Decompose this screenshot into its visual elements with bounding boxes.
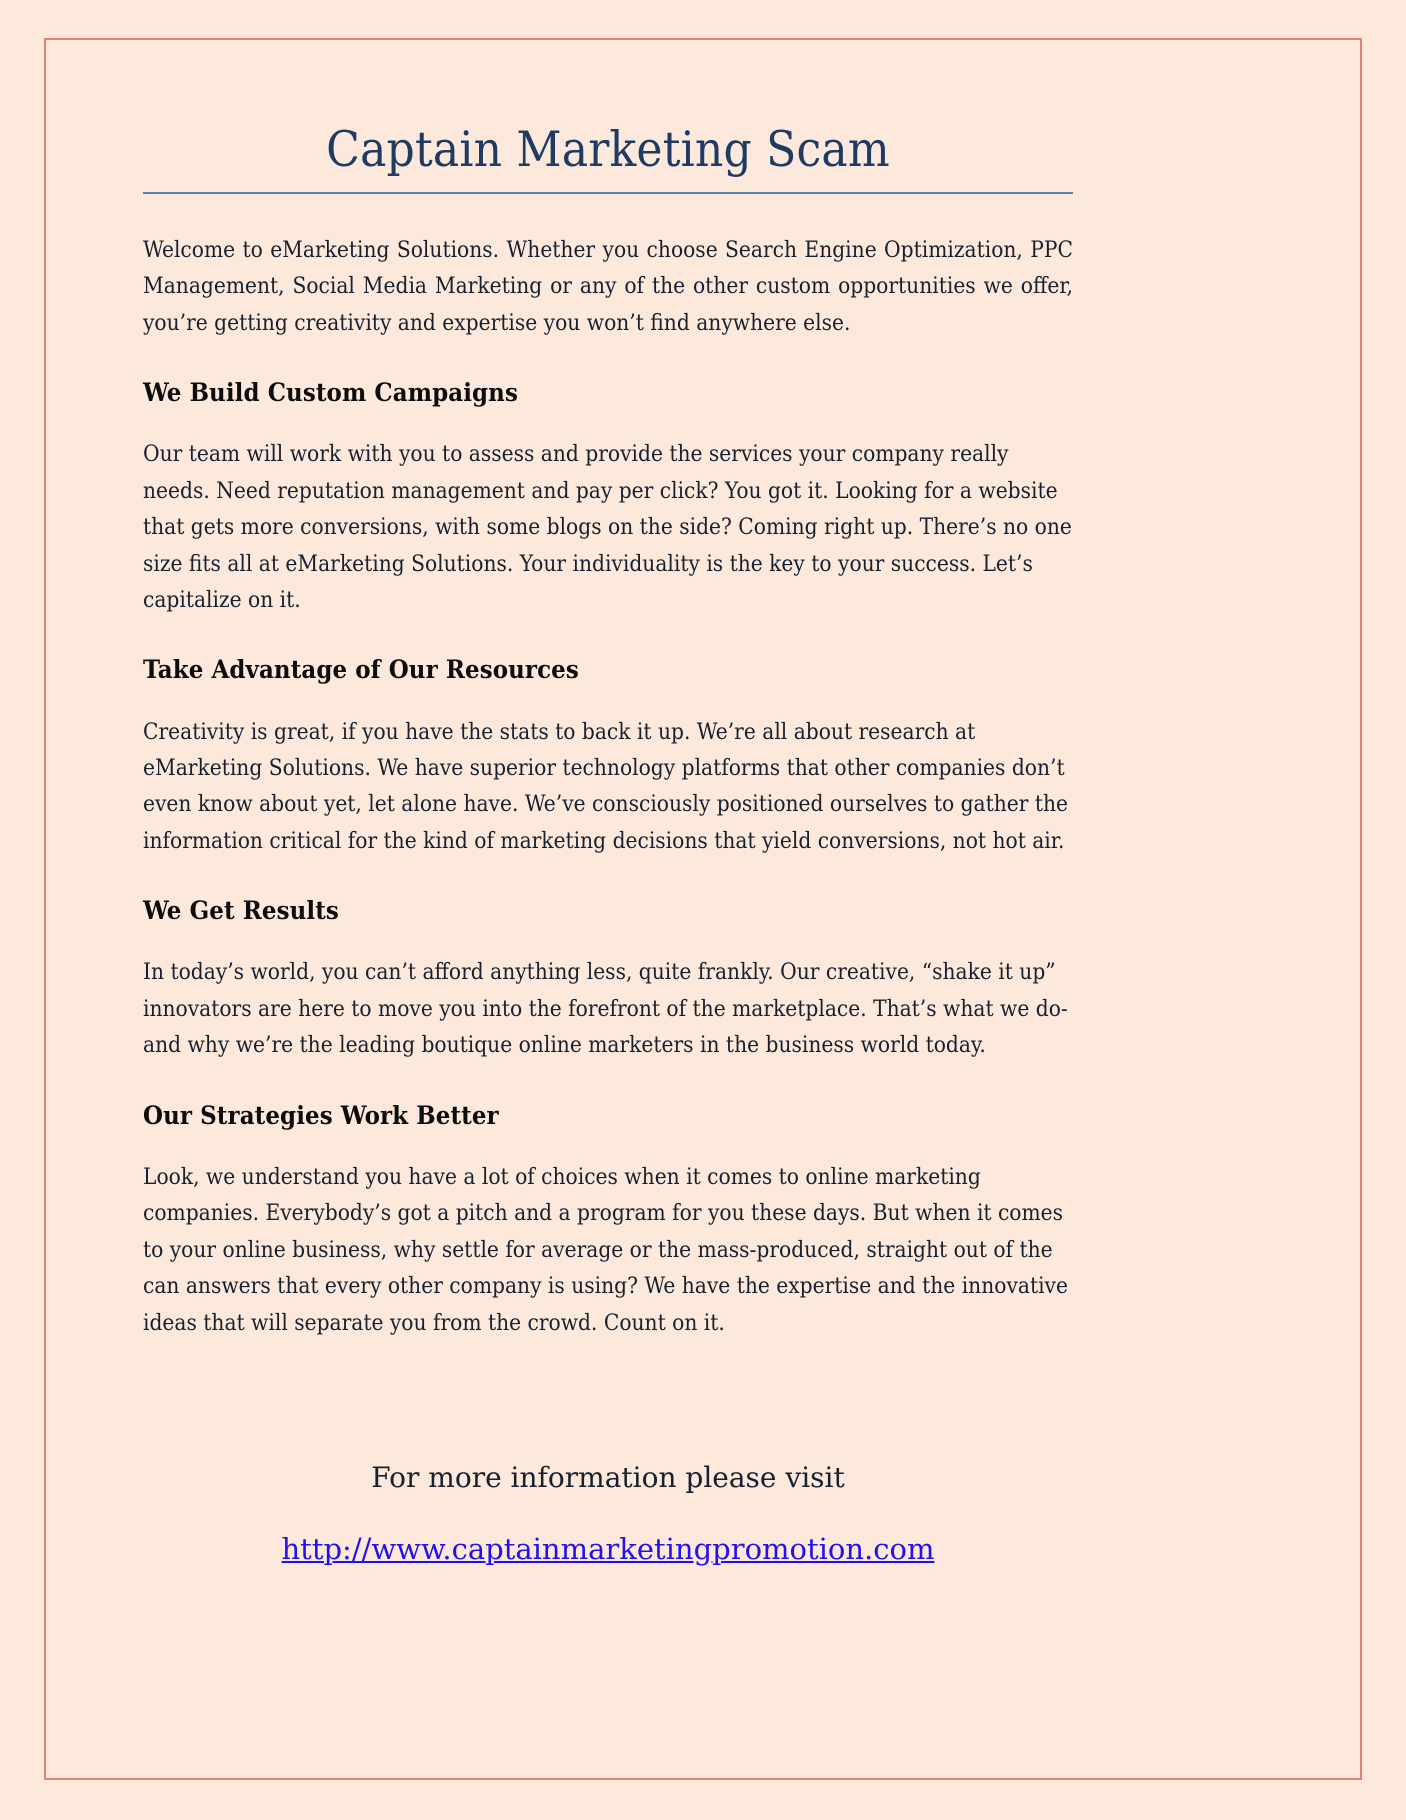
page-title: Captain Marketing Scam xyxy=(326,121,890,178)
section-heading-we-build-custom-campaigns: We Build Custom Campaigns xyxy=(143,378,518,409)
section-body-our-strategies-work-better: Look, we understand you have a lot of choices when it comes to online marketing companies. Everybody’s got a pitch and a program for you these days. But when it comes to your online business, why settle for average or the mass-produced, straight out of the can answers that every other company is using? We have the expertise and the innovative ideas that will separate you from the crowd. Count on it. xyxy=(143,1163,1068,1336)
intro-paragraph: Welcome to eMarketing Solutions. Whether you choose Search Engine Optimization, PPC Management, Social Media Marketing or any of the other custom opportunities we offer, you’re getting creativity and expertise you won’t find anywhere else. xyxy=(143,236,1073,336)
section-body-take-advantage-of-our-resources: Creativity is great, if you have the stats to back it up. We’re all about research at eMarketing Solutions. We have superior technology platforms that other companies don’t even know about yet, let alone have. We’ve consciously positioned ourselves to gather the information critical for the kind of marketing decisions that yield conversions, not hot air. xyxy=(143,718,1069,854)
footer-website-link[interactable]: http://www.captainmarketingpromotion.com xyxy=(281,1531,935,1566)
document-content xyxy=(143,120,1073,1569)
section-heading-take-advantage-of-our-resources: Take Advantage of Our Resources xyxy=(143,655,579,686)
section-body-we-get-results: In today’s world, you can’t afford anything less, quite frankly. Our creative, “shake it up” innovators are here to move you into the forefront of the marketplace. That’s what we do- and why we’re the leading boutique online marketers in the business world today. xyxy=(143,959,1068,1059)
section-heading-our-strategies-work-better: Our Strategies Work Better xyxy=(143,1100,499,1131)
section-body-we-build-custom-campaigns: Our team will work with you to assess and provide the services your company really needs. Need reputation management and pay per click? You got it. Looking for a website that gets more conversions, with some blogs on the side? Coming right up. There’s no one size fits all at eMarketing Solutions. Your individuality is the key to your success. Let’s capitalize on it. xyxy=(143,441,1072,613)
footer-call-to-action: For more information please visit xyxy=(371,1461,845,1495)
section-heading-we-get-results: We Get Results xyxy=(143,896,339,927)
title-divider xyxy=(143,192,1073,194)
document-footer xyxy=(143,1459,1073,1568)
